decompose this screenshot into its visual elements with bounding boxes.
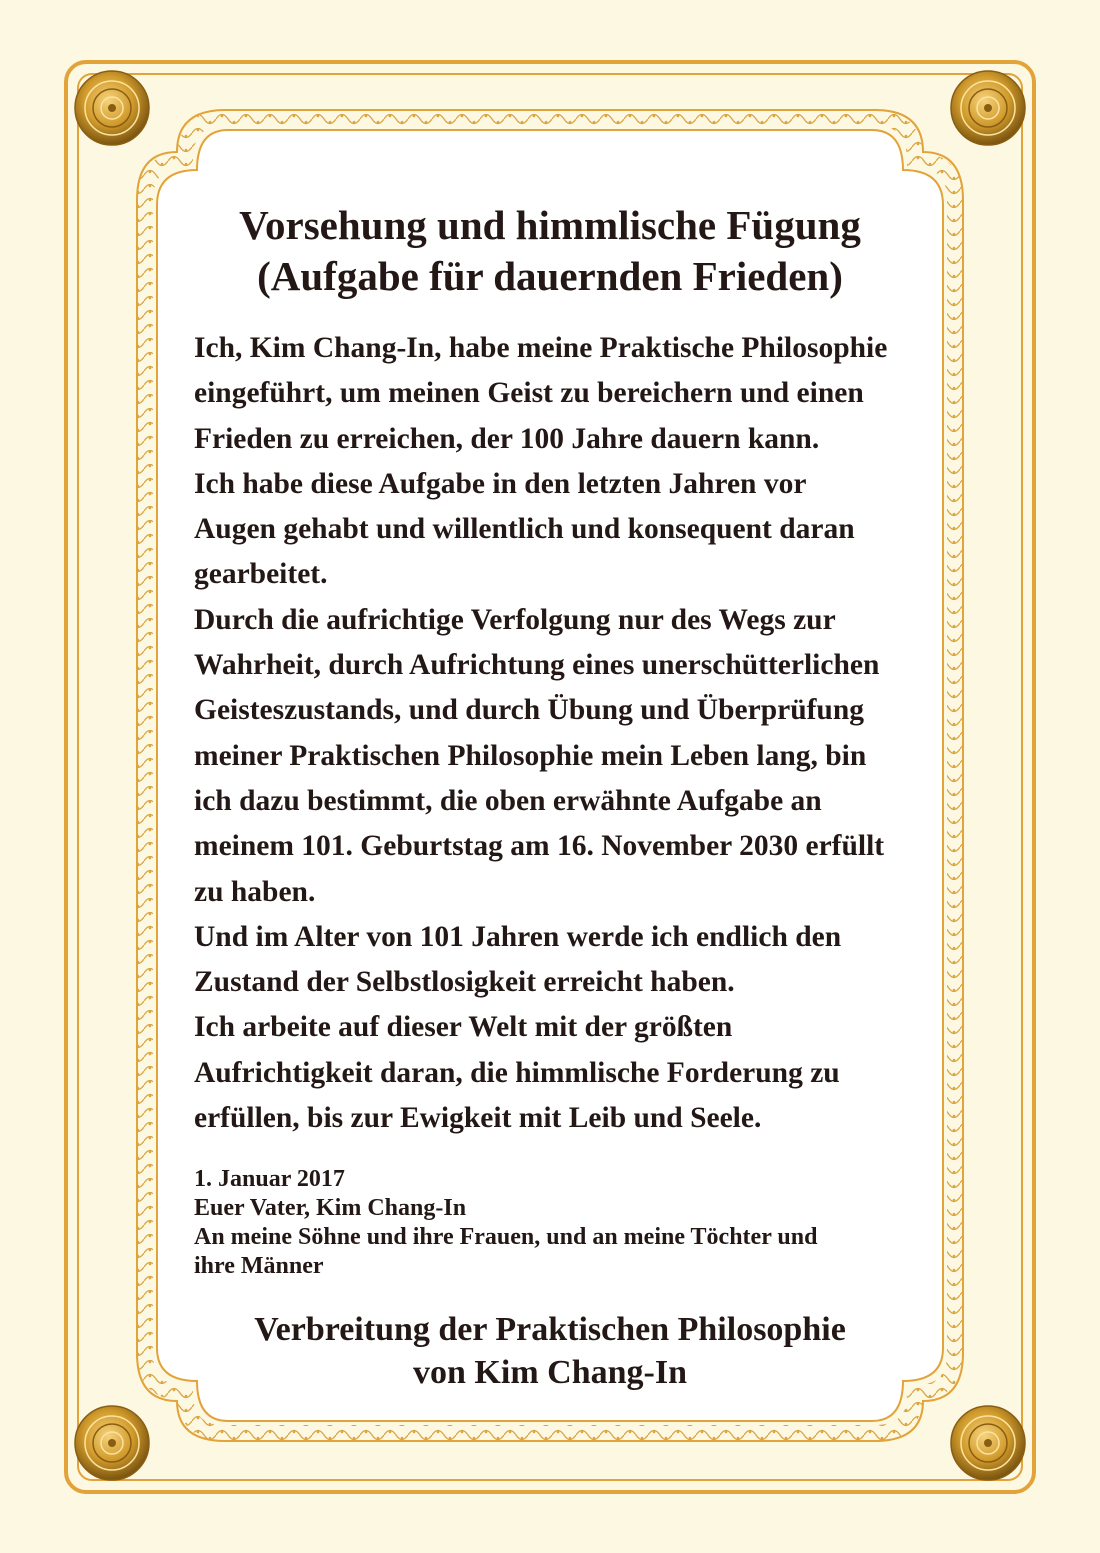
body-line: Geisteszustands, und durch Übung und Überprüfung: [194, 694, 864, 727]
medallion-top-right: [951, 71, 1025, 145]
body-line: meinem 101. Geburtstag am 16. November 2030 erfüllt: [194, 830, 885, 863]
body-line: ich dazu bestimmt, die oben erwähnte Aufgabe an: [194, 784, 822, 817]
body-line: zu haben.: [194, 875, 316, 908]
signature-block: [194, 1165, 950, 1281]
signature-author: Euer Vater, Kim Chang-In: [194, 1195, 467, 1222]
medallion-top-left: [75, 71, 149, 145]
medallion-bottom-left: [75, 1406, 149, 1480]
body-line: Ich arbeite auf dieser Welt mit der größten: [194, 1011, 733, 1044]
body-line: Aufrichtigkeit daran, die himmlische Forderung zu: [194, 1056, 840, 1089]
body-line: Augen gehabt und willentlich und konsequent daran: [194, 513, 855, 546]
body-line: meiner Praktischen Philosophie mein Leben lang, bin: [194, 739, 867, 772]
document-title: [150, 200, 950, 302]
signature-dedication-line-2: ihre Männer: [194, 1253, 324, 1280]
body-line: gearbeitet.: [194, 558, 328, 591]
body-line: eingeführt, um meinen Geist zu bereichern und einen: [194, 377, 864, 410]
body-line: Frieden zu erreichen, der 100 Jahre dauern kann.: [194, 422, 820, 455]
body-line: erfüllen, bis zur Ewigkeit mit Leib und Seele.: [194, 1102, 762, 1135]
signature-date: 1. Januar 2017: [194, 1166, 345, 1193]
body-line: Wahrheit, durch Aufrichtung eines unerschütterlichen: [194, 649, 880, 682]
medallion-bottom-right: [951, 1406, 1025, 1480]
footer-line-2: von Kim Chang-In: [413, 1354, 687, 1392]
signature-dedication-line-1: An meine Söhne und ihre Frauen, und an meine Töchter und: [194, 1224, 818, 1251]
title-line-1: Vorsehung und himmlische Fügung: [239, 202, 861, 248]
body-line: Durch die aufrichtige Verfolgung nur des Wegs zur: [194, 603, 836, 636]
body-text: [194, 326, 914, 1141]
footer-line-1: Verbreitung der Praktischen Philosophie: [254, 1311, 846, 1349]
document-content: [150, 200, 950, 1394]
body-line: Ich, Kim Chang-In, habe meine Praktische Philosophie: [194, 332, 888, 364]
body-line: Ich habe diese Aufgabe in den letzten Jahren vor: [194, 467, 807, 500]
body-line: Und im Alter von 101 Jahren werde ich endlich den: [194, 920, 842, 953]
body-line: Zustand der Selbstlosigkeit erreicht haben.: [194, 966, 735, 999]
footer-title: [150, 1308, 950, 1394]
title-line-2: (Aufgabe für dauernden Frieden): [257, 253, 843, 299]
